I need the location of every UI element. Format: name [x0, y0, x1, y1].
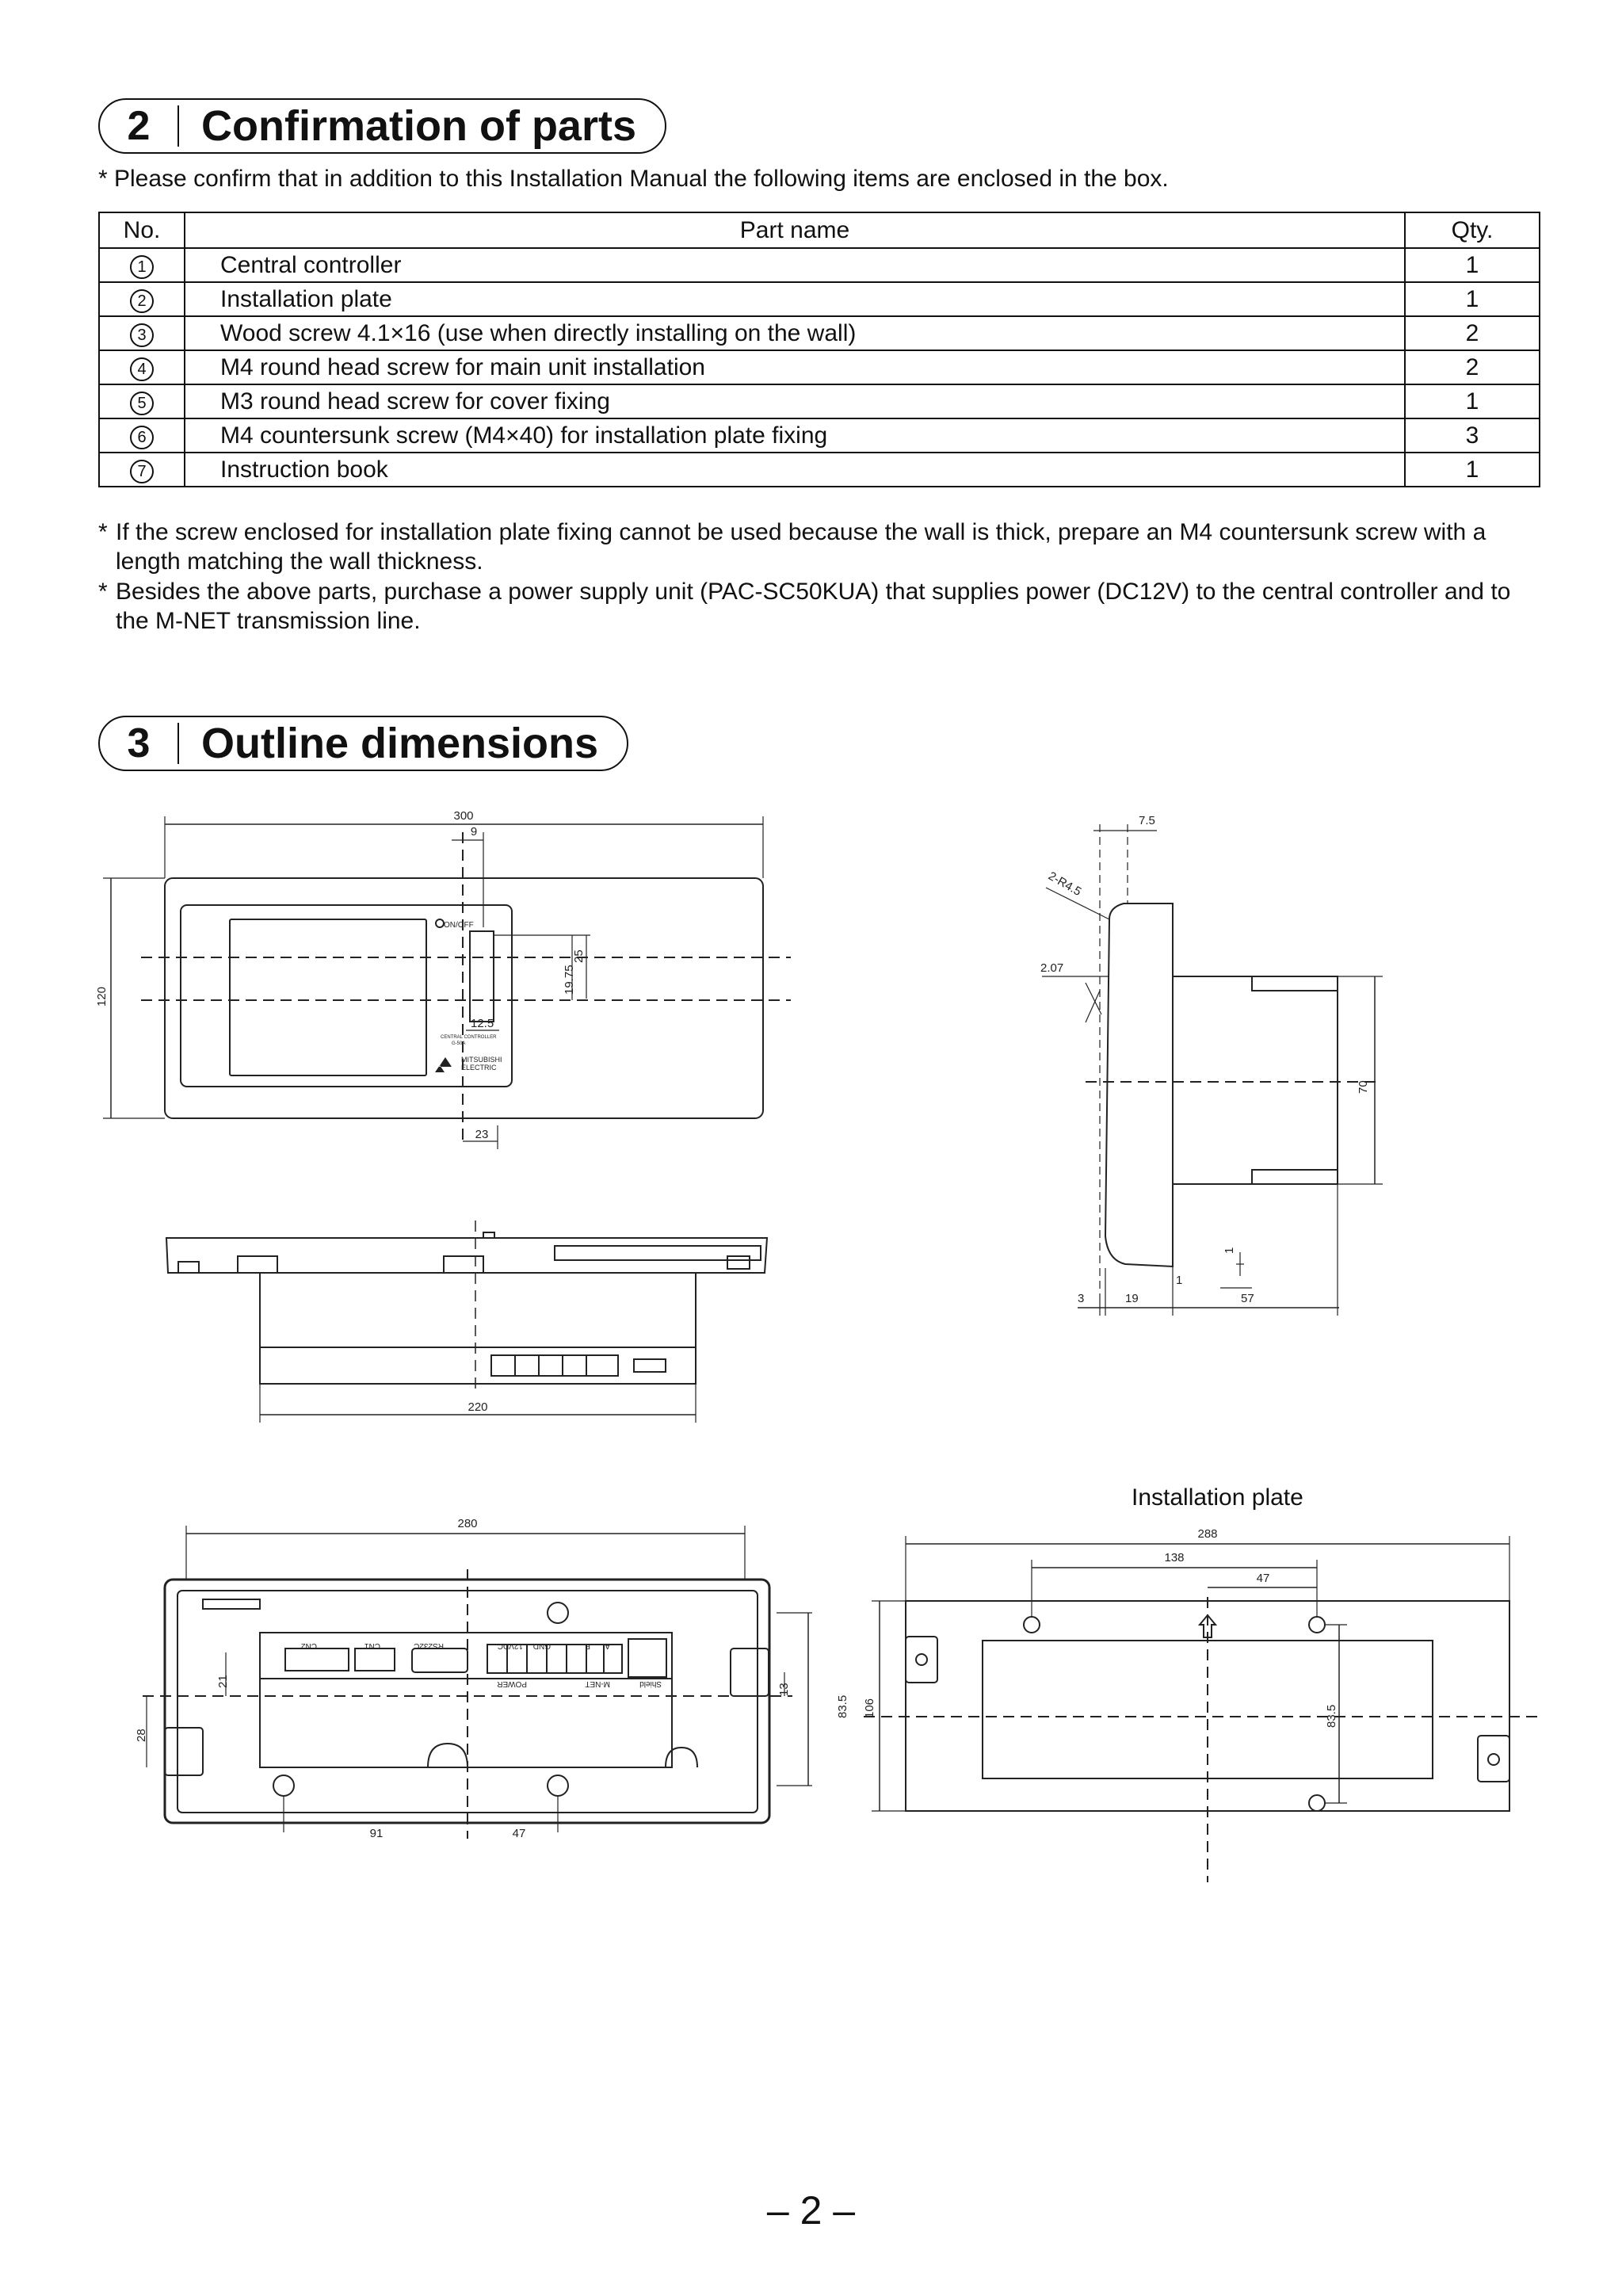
header-part-name: Part name	[185, 212, 1405, 248]
dim-back-47: 47	[512, 1827, 526, 1840]
dim-plate-83-5: 83.5	[1325, 1704, 1338, 1728]
dim-side-1a: 1	[1223, 1247, 1236, 1254]
gnd-label: GND	[532, 1641, 551, 1650]
dim-plate-47: 47	[1256, 1572, 1270, 1585]
part-qty: 2	[1405, 350, 1540, 384]
section-number: 2	[100, 105, 179, 147]
mnet-label: M-NET	[585, 1679, 610, 1688]
a-label: A	[605, 1641, 610, 1650]
intro-note: * Please confirm that in addition to this Installation Manual the following items are enclosed in the box.	[98, 166, 1169, 192]
part-qty: 1	[1405, 453, 1540, 487]
note-power-supply: * Besides the above parts, purchase a power supply unit (PAC-SC50KUA) that supplies power (DC12V) to the central controller and to the M-NET transmission line.	[98, 577, 1540, 636]
item-number: 2	[130, 289, 154, 313]
dim-side-70: 70	[1357, 1080, 1370, 1094]
part-name: Installation plate	[185, 282, 1405, 316]
dim-front-height: 120	[95, 986, 109, 1007]
item-number: 3	[130, 323, 154, 347]
dim-back-28: 28	[135, 1729, 148, 1742]
page-number: – 2 –	[766, 2188, 856, 2233]
dim-back-83-5: 83.5	[836, 1694, 849, 1718]
part-name: Wood screw 4.1×16 (use when directly installing on the wall)	[185, 316, 1405, 350]
note-text: Besides the above parts, purchase a power supply unit (PAC-SC50KUA) that supplies power (DC12V) to the central controller and to the M-NET transmission line.	[116, 579, 1511, 634]
shield-label: Shield	[639, 1679, 662, 1688]
back-view-drawing	[143, 1526, 812, 1839]
part-name: M4 countersunk screw (M4×40) for installation plate fixing	[185, 418, 1405, 453]
part-qty: 1	[1405, 384, 1540, 418]
dim-plate-height: 106	[863, 1698, 876, 1718]
part-name: Central controller	[185, 248, 1405, 282]
mitsubishi-logo-icon	[435, 1057, 452, 1072]
installation-plate-drawing	[864, 1536, 1541, 1882]
section-title: Confirmation of parts	[201, 102, 636, 150]
dim-side-2-07: 2.07	[1040, 961, 1064, 975]
dim-side-7-5: 7.5	[1139, 814, 1155, 827]
model-label: CENTRAL CONTROLLER	[441, 1035, 497, 1040]
dim-side-3: 3	[1078, 1292, 1085, 1305]
dim-side-radius: 2-R4.5	[1046, 869, 1084, 899]
dim-side-1b: 1	[1176, 1274, 1183, 1287]
cn1-label: CN1	[364, 1641, 380, 1650]
power-label: POWER	[497, 1679, 527, 1688]
note-text: If the screw enclosed for installation plate fixing cannot be used because the wall is thick, prepare an M4 countersunk screw with a length matching the wall thickness.	[116, 519, 1487, 575]
part-qty: 1	[1405, 248, 1540, 282]
dim-front-12-5: 12.5	[471, 1017, 494, 1030]
rs232c-label: RS232C	[414, 1641, 444, 1650]
section-number: 3	[100, 723, 179, 764]
part-qty: 3	[1405, 418, 1540, 453]
dim-back-21: 21	[216, 1675, 230, 1688]
part-name: Instruction book	[185, 453, 1405, 487]
bottom-view-drawing	[166, 1221, 767, 1423]
dim-back-91: 91	[369, 1827, 384, 1840]
note-screw: * If the screw enclosed for installation plate fixing cannot be used because the wall is thick, prepare an M4 countersunk screw with a length matching the wall thickness.	[98, 518, 1540, 576]
dim-bottom-width: 220	[468, 1400, 488, 1414]
part-name: M4 round head screw for main unit installation	[185, 350, 1405, 384]
front-view-drawing	[103, 816, 791, 1149]
item-number: 4	[130, 357, 154, 381]
onoff-label: ON/OFF	[444, 921, 474, 930]
part-qty: 1	[1405, 282, 1540, 316]
brand-label-2: ELECTRIC	[461, 1064, 497, 1072]
dim-side-19: 19	[1125, 1292, 1139, 1305]
dim-plate-138: 138	[1164, 1551, 1185, 1564]
dim-front-25: 25	[572, 949, 586, 963]
item-number: 6	[130, 426, 154, 449]
dim-front-9: 9	[470, 825, 478, 839]
item-number: 1	[130, 255, 154, 279]
dim-back-13: 13	[777, 1683, 791, 1696]
dim-plate-width: 288	[1197, 1527, 1218, 1541]
dc12v-label: 12VDC	[497, 1641, 523, 1650]
installation-plate-label: Installation plate	[1132, 1484, 1303, 1511]
model-label-2: G-50A	[452, 1041, 466, 1046]
dim-front-19-75: 19.75	[563, 965, 576, 995]
header-qty: Qty.	[1405, 212, 1540, 248]
dim-front-width: 300	[453, 809, 474, 823]
item-number: 5	[130, 392, 154, 415]
dim-side-57: 57	[1241, 1292, 1254, 1305]
cn2-label: CN2	[300, 1641, 317, 1650]
section-title: Outline dimensions	[201, 720, 599, 767]
part-name: M3 round head screw for cover fixing	[185, 384, 1405, 418]
dim-front-23: 23	[475, 1128, 489, 1141]
b-label: B	[585, 1641, 590, 1650]
header-no: No.	[99, 212, 185, 248]
part-qty: 2	[1405, 316, 1540, 350]
brand-label-1: MITSUBISHI	[461, 1056, 502, 1064]
dim-back-width: 280	[457, 1517, 478, 1530]
item-number: 7	[130, 460, 154, 483]
side-view-drawing	[1042, 824, 1383, 1316]
